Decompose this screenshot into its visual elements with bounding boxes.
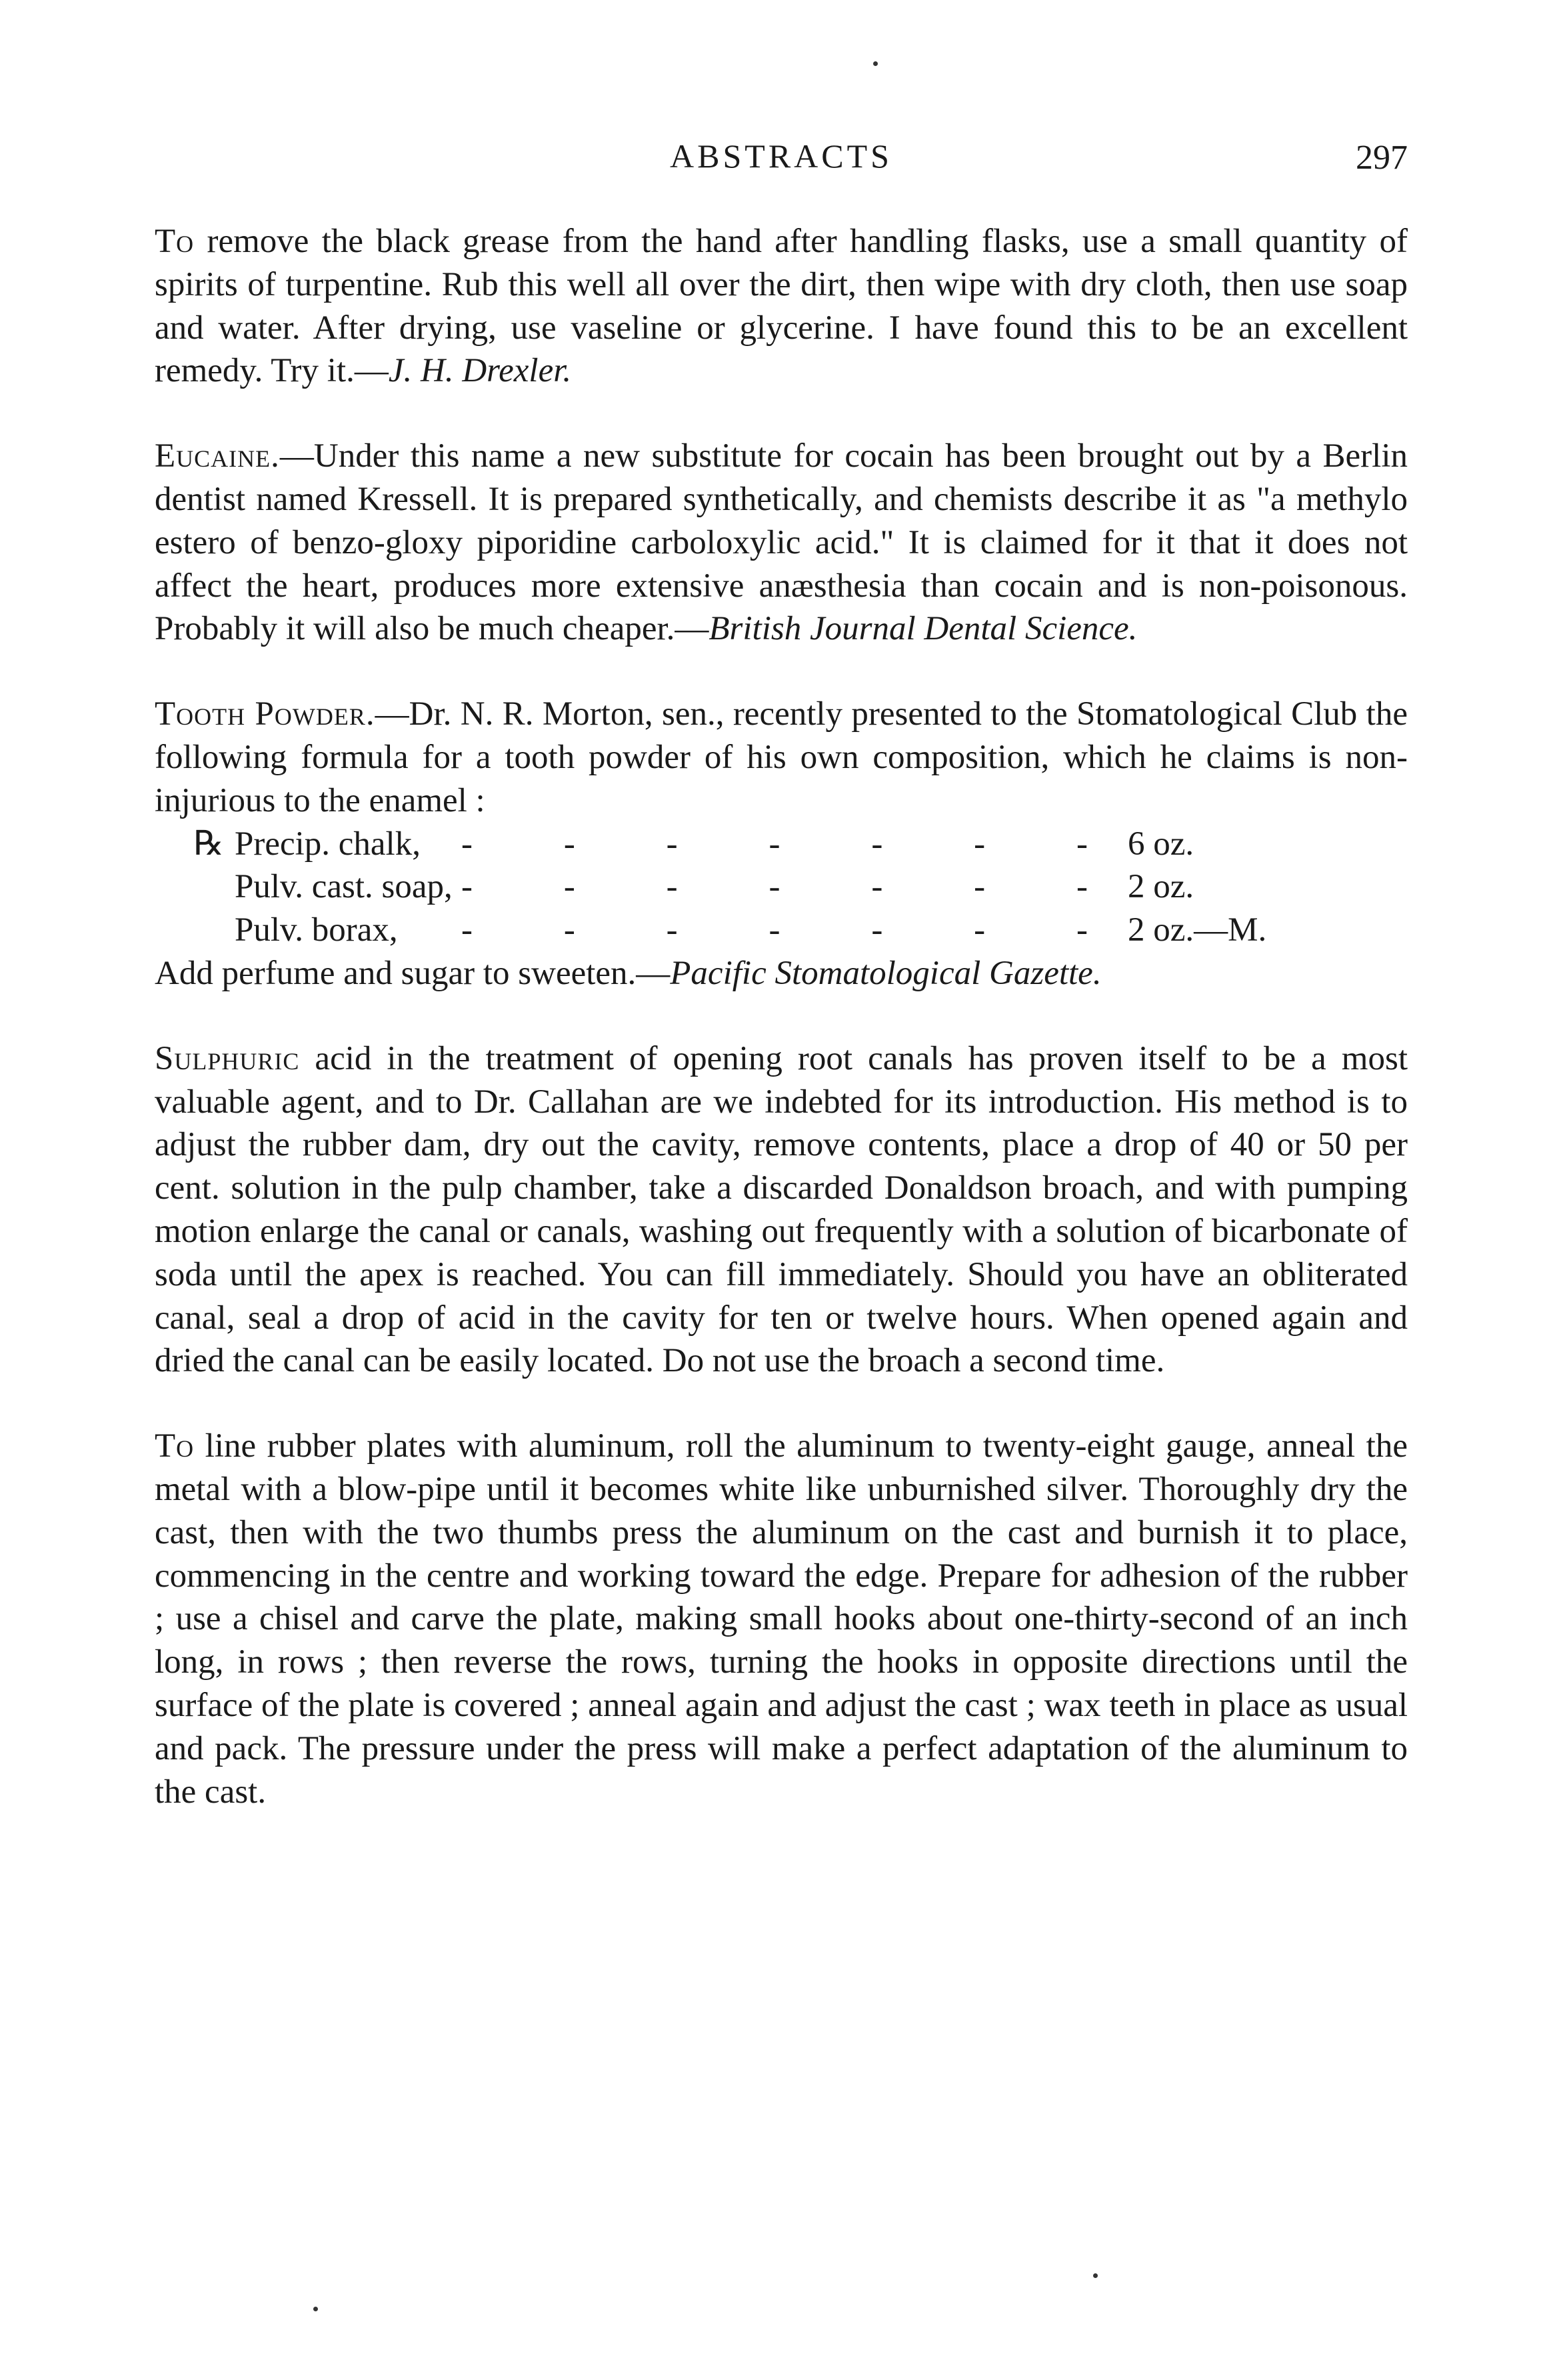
paragraph-tooth-powder — [155, 693, 1408, 822]
page-number: 297 — [1356, 139, 1408, 177]
paragraph-turpentine — [155, 220, 1408, 393]
page-body — [155, 220, 1408, 1813]
paragraph-lead: Sulphuric — [155, 1039, 300, 1077]
paragraph-aluminum — [155, 1425, 1408, 1813]
closing-text: Add perfume and sugar to sweeten.— — [155, 954, 671, 992]
paragraph-text: remove the black grease from the hand after handling flasks, use a small quantity of spirits of turpentine. Rub this well all over the dirt, then wipe with dry cloth, then use soap and water. After drying, use vaseline or glycerine. I have found this to be an excellent remedy. Try it.— — [155, 223, 1408, 390]
paragraph-text: —Dr. N. R. Morton, sen., recently presented to the Stomatological Club the following formula for a tooth powder of his own composition, which he claims is non-injurious to the enamel : — [155, 695, 1408, 819]
formula-amount: 2 oz. — [1128, 868, 1194, 906]
formula-amount: 2 oz.—M. — [1128, 911, 1267, 949]
formula-ingredient: Precip. chalk, — [235, 825, 421, 863]
paragraph-text: line rubber plates with aluminum, roll the aluminum to twenty-eight gauge, anneal the metal with a blow-pipe until it becomes white like unburnished silver. Thoroughly dry the cast, then with the two thumbs press the aluminum on the cast and burnish it to place, commencing in the centre and working toward the edge. Prepare for adhesion of the rubber ; use a chisel and carve the plate, making small hooks about one-thirty-second of an inch long, in rows ; then reverse the rows, turning the hooks in opposite directions until the surface of the plate is covered ; anneal again and adjust the cast ; wax teeth in place as usual and pack. The pressure under the press will make a perfect adaptation of the aluminum to the cast. — [155, 1427, 1408, 1811]
leader-dots: - - - - - - - — [461, 825, 1088, 863]
paragraph-text: —Under this name a new substitute for cocain has been brought out by a Berlin dentist named Kressell. It is prepared synthetically, and chemists describe it as "a methylo estero of benzo-gloxy piporidine carboloxylic acid." It is claimed for it that it does not affect the heart, produces more extensive anæsthesia than cocain and is non-poisonous. Probably it will also be much cheaper.— — [155, 437, 1408, 648]
paragraph-lead: Tooth Powder. — [155, 695, 375, 733]
print-speck — [1093, 2273, 1098, 2278]
formula-ingredient: Pulv. cast. soap, — [235, 868, 453, 906]
leader-dots: - - - - - - - — [461, 868, 1088, 906]
print-speck — [313, 2307, 318, 2311]
paragraph-source: British Journal Dental Science. — [709, 610, 1138, 648]
formula-row — [155, 865, 1408, 909]
paragraph-source: J. H. Drexler. — [388, 352, 572, 390]
formula-amount: 6 oz. — [1128, 825, 1194, 863]
formula-row — [155, 823, 1408, 866]
leader-dots: - - - - - - - — [461, 911, 1088, 949]
formula-ingredient: Pulv. borax, — [235, 911, 398, 949]
page-header — [155, 137, 1408, 197]
paragraph-text: acid in the treatment of opening root canals has proven itself to be a most valuable agent, and to Dr. Callahan are we indebted for its introduction. His method is to adjust the rubber dam, dry out the cavity, remove contents, place a drop of 40 or 50 per cent. solution in the pulp chamber, take a discarded Donaldson broach, and with pumping motion enlarge the canal or canals, washing out frequently with a solution of bicarbonate of soda until the apex is reached. You can fill immediately. Should you have an obliterated canal, seal a drop of acid in the cavity for ten or twelve hours. When opened again and dried the canal can be easily located. Do not use the broach a second time. — [155, 1039, 1408, 1380]
paragraph-sulphuric-acid — [155, 1037, 1408, 1383]
paragraph-lead: To — [155, 223, 195, 260]
formula-closing — [155, 952, 1408, 995]
paragraph-lead: To — [155, 1427, 195, 1465]
paragraph-eucaine — [155, 435, 1408, 651]
running-head: ABSTRACTS — [670, 137, 892, 175]
tooth-powder-formula — [155, 823, 1408, 995]
recipe-symbol: ℞ — [193, 825, 224, 863]
paragraph-lead: Eucaine. — [155, 437, 280, 475]
print-speck — [873, 61, 878, 66]
formula-row — [155, 909, 1408, 952]
closing-source: Pacific Stomatological Gazette. — [670, 954, 1102, 992]
